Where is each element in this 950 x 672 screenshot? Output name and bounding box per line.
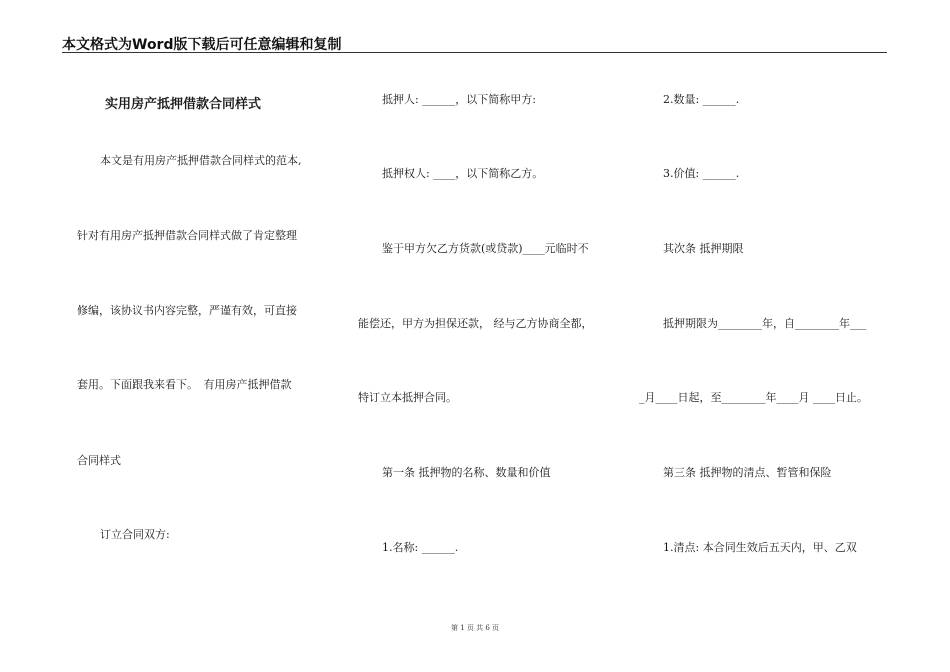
col2-line-3: 鉴于甲方欠乙方货款(或贷款)____元临时不 [382, 242, 589, 255]
col3-line-1: 2.数量: ______. [663, 93, 740, 106]
col3-line-2: 3.价值: ______. [663, 167, 740, 180]
col3-line-3: 其次条 抵押期限 [663, 242, 744, 255]
col1-line-5: 合同样式 [77, 454, 121, 467]
col1-line-6: 订立合同双方: [100, 528, 170, 541]
col1-line-3: 修编，该协议书内容完整，严谨有效，可直接 [77, 304, 297, 317]
col3-line-5: _月____日起，至________年____月 ____日止。 [639, 391, 868, 404]
col1-line-4: 套用。下面跟我来看下。 有用房产抵押借款 [77, 378, 292, 391]
page-number-footer: 第 1 页 共 6 页 [450, 624, 500, 632]
col2-line-5: 特订立本抵押合同。 [358, 391, 457, 404]
col3-line-4: 抵押期限为________年，自________年___ [663, 317, 867, 330]
header-divider [62, 52, 887, 53]
col3-line-7: 1.清点: 本合同生效后五天内，甲、乙双 [663, 541, 857, 554]
col2-line-2: 抵押权人: ____，以下简称乙方。 [382, 167, 544, 180]
col1-line-2: 针对有用房产抵押借款合同样式做了肯定整理 [77, 229, 297, 242]
col3-line-6: 第三条 抵押物的清点、暂管和保险 [663, 466, 832, 479]
col2-line-4: 能偿还，甲方为担保还款， 经与乙方协商全都， [358, 317, 593, 330]
col2-line-7: 1.名称: ______. [382, 541, 459, 554]
col2-line-1: 抵押人: ______，以下简称甲方: [382, 93, 536, 106]
page-header-title: 本文格式为Word版下载后可任意编辑和复制 [62, 37, 342, 53]
col2-line-6: 第一条 抵押物的名称、数量和价值 [382, 466, 551, 479]
col1-line-1: 本文是有用房产抵押借款合同样式的范本, [100, 154, 302, 167]
document-title: 实用房产抵押借款合同样式 [105, 97, 262, 112]
